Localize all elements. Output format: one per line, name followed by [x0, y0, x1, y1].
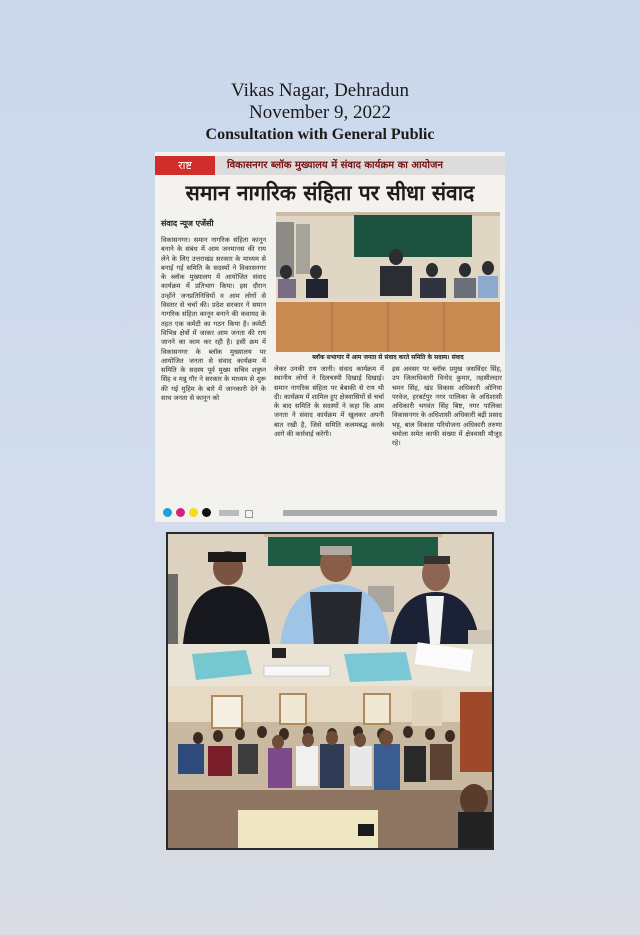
section-tag: राष्ट [155, 156, 215, 175]
print-registration-bar [161, 508, 501, 518]
gray-strip [283, 510, 497, 516]
location-line: Vikas Nagar, Dehradun [230, 80, 409, 101]
date-line: November 9, 2022 [249, 102, 391, 123]
page-title: Consultation with General Public [205, 126, 435, 143]
gray-swatch [219, 510, 239, 516]
crop-mark [245, 510, 253, 518]
article-column-3: इस अवसर पर ब्लॉक प्रमुख जसविंदर सिंह, उप जिलाधिकारी विनोद कुमार, तहसीलदार चमन सिंह, खंड विकास अधिकारी ओनिया परवेज, हरबर्टपुर नगर पालिका के अधिशासी अधिकारी भगवंत सिंह बिष्ट, नगर पालिका विकासनगर के अधिशासी अधिकारी बद्री प्रसाद भट्ट, बाल विकास परियोजना अधिकारी तरुणा चमोला समेत काफी संख्या में क्षेत्रवासी मौजूद रहे। [392, 365, 502, 448]
news-photo [276, 212, 500, 352]
cyan-dot [163, 508, 172, 517]
newspaper-clipping [155, 152, 505, 522]
meeting-photo [166, 532, 494, 850]
kicker-text: विकासनगर ब्लॉक मुख्यालय में संवाद कार्यक्रम का आयोजन [227, 160, 443, 171]
article-column-1: विकासनगर। समान नागरिक संहिता कानून बनाने के संबंध में आम जनमानस की राय लेने के लिए उत्तराखंड सरकार के माध्यम से बनाई गई समिति के सदस्यों ने विकासनगर के ब्लॉक मुख्यालय में आयोजित संवाद कार्यक्रम में प्रतिभाग किया। इस दौरान उन्होंने जनप्रतिनिधियों व आम लोगों से विस्तार से चर्चा की। प्रदेश सरकार ने समान नागरिक संहिता कानून बनाने की कवायद के तहत एक कमेटी का गठन किया है। कमेटी विभिन्न क्षेत्रों में जाकर आम जनता की राय जानने का काम कर रही है। इसी क्रम में विकासनगर के ब्लॉक मुख्यालय पर आयोजित जनता से संवाद कार्यक्रम में समिति के सदस्य पूर्व मुख्य सचिव शत्रुघ्न सिंह व मन्नु गौर ने सरकार के माध्यम से शुरू की गई मुहिम के बारे में जानकारी देने के साथ जनता से कानून को [161, 236, 266, 403]
article-column-2: लेकर उनकी राय जानी। संवाद कार्यक्रम में स्थानीय लोगों ने दिलचस्पी दिखाई दिखाई। समान नागरिक संहिता पर बेबाकी से राय भी दी। कार्यक्रम में शामिल हुए क्षेत्रवासियों से चर्चा के बाद समिति के सदस्यों ने कहा कि आम जनता ने संवाद कार्यक्रम में खुलकर अपनी बात रखी है, जिसे समिति कलमबद्ध करके आगे की कार्रवाई करेगी। [274, 365, 384, 439]
black-dot [202, 508, 211, 517]
headline: समान नागरिक संहिता पर सीधा संवाद [185, 181, 475, 205]
yellow-dot [189, 508, 198, 517]
photo-caption: ब्लॉक सभागार में आम जनता से संवाद करते समिति के सदस्य। संवाद [312, 354, 464, 361]
magenta-dot [176, 508, 185, 517]
byline: संवाद न्यूज एजेंसी [161, 219, 214, 228]
